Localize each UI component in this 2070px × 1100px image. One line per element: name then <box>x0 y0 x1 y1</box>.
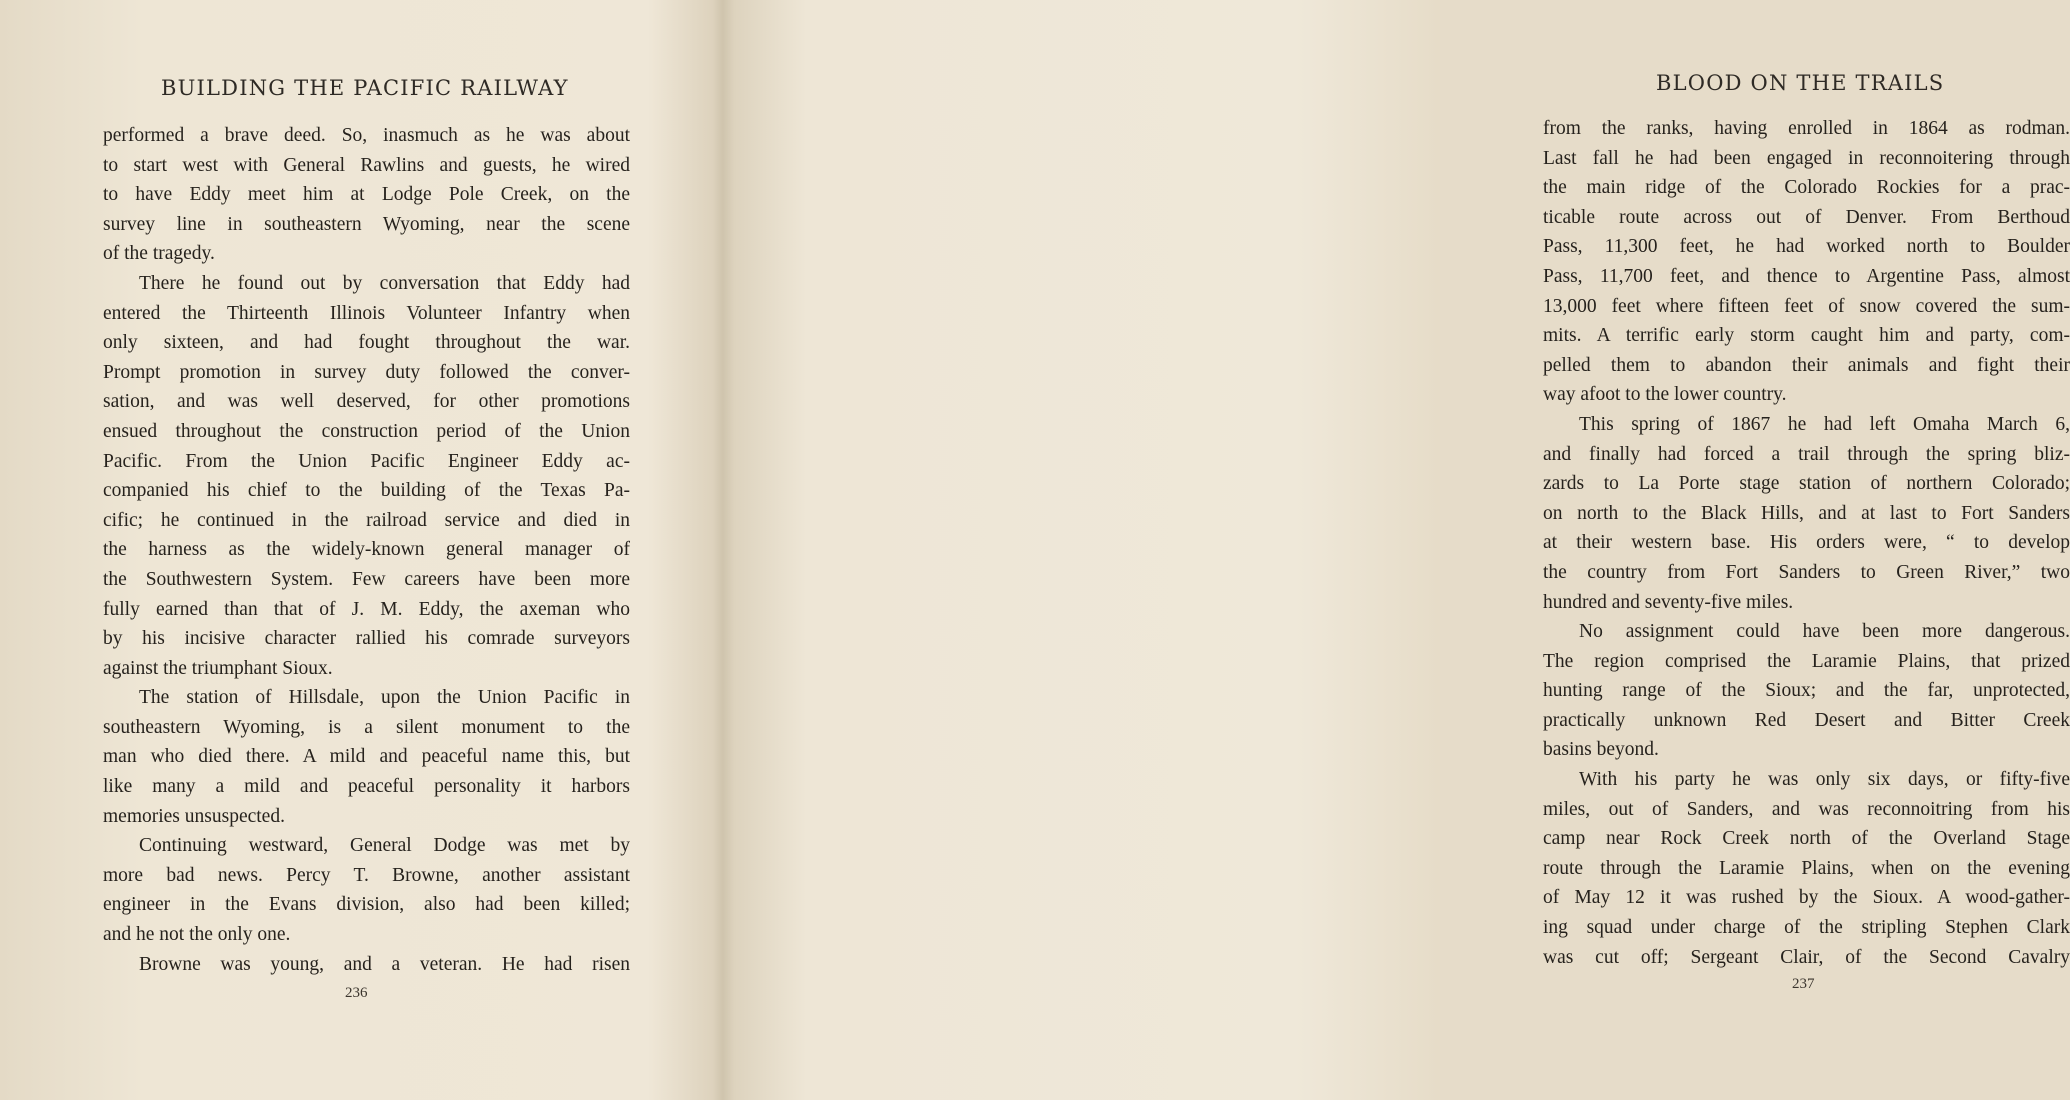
running-head-right: BLOOD ON THE TRAILS <box>1656 71 1945 95</box>
text-line: to start west with General Rawlins and guests, he wired <box>103 154 630 176</box>
text-line: ticable route across out of Denver. From Berthoud <box>1543 206 2070 228</box>
text-line: survey line in southeastern Wyoming, near the scene <box>103 213 630 235</box>
text-line: route through the Laramie Plains, when on the evening <box>1543 857 2070 879</box>
text-line: and finally had forced a trail through the spring bliz- <box>1543 443 2070 465</box>
right-page <box>722 0 2070 1100</box>
text-line: on north to the Black Hills, and at last to Fort Sanders <box>1543 502 2070 524</box>
body-text-left <box>103 121 630 979</box>
text-line: fully earned than that of J. M. Eddy, the axeman who <box>103 598 630 620</box>
text-line: 13,000 feet where fifteen feet of snow covered the sum- <box>1543 295 2070 317</box>
text-line: hundred and seventy-five miles. <box>1543 591 1794 613</box>
page-number-right: 237 <box>1792 976 1815 992</box>
text-line: of May 12 it was rushed by the Sioux. A wood-gather- <box>1543 887 2070 909</box>
text-line: ensued throughout the construction period of the Union <box>103 420 630 442</box>
text-line: entered the Thirteenth Illinois Volunteer Infantry when <box>103 302 630 324</box>
text-line: sation, and was well deserved, for other promotions <box>103 391 630 413</box>
text-line: memories unsuspected. <box>103 805 285 827</box>
text-line: mits. A terrific early storm caught him and party, com- <box>1543 325 2070 347</box>
text-line: Continuing westward, General Dodge was met by <box>139 835 630 857</box>
text-line: miles, out of Sanders, and was reconnoitring from his <box>1543 798 2070 820</box>
left-page <box>0 0 720 1100</box>
text-line: Pass, 11,300 feet, he had worked north to Boulder <box>1543 236 2070 258</box>
text-line: Browne was young, and a veteran. He had risen <box>139 953 630 975</box>
page-number-left: 236 <box>345 985 368 1001</box>
text-line: This spring of 1867 he had left Omaha March 6, <box>1579 413 2070 435</box>
text-line: at their western base. His orders were, “ to develop <box>1543 532 2070 554</box>
text-line: the main ridge of the Colorado Rockies for a prac- <box>1543 177 2070 199</box>
text-line: and he not the only one. <box>103 924 291 946</box>
text-line: was cut off; Sergeant Clair, of the Second Cavalry <box>1543 946 2070 968</box>
text-line: Pacific. From the Union Pacific Engineer Eddy ac- <box>103 450 630 472</box>
text-line: pelled them to abandon their animals and fight their <box>1543 354 2070 376</box>
text-line: Pass, 11,700 feet, and thence to Argentine Pass, almost <box>1543 265 2070 287</box>
text-line: like many a mild and peaceful personality it harbors <box>103 776 630 798</box>
text-line: more bad news. Percy T. Browne, another assistant <box>103 864 630 886</box>
running-head-left: BUILDING THE PACIFIC RAILWAY <box>161 76 569 100</box>
text-line: practically unknown Red Desert and Bitter Creek <box>1543 709 2070 731</box>
text-line: ing squad under charge of the stripling Stephen Clark <box>1543 917 2070 939</box>
text-line: basins beyond. <box>1543 739 1659 761</box>
text-line: performed a brave deed. So, inasmuch as he was about <box>103 125 630 146</box>
text-line: Last fall he had been engaged in reconnoitering through <box>1543 147 2070 169</box>
text-line: The station of Hillsdale, upon the Union Pacific in <box>139 687 630 709</box>
text-line: No assignment could have been more dangerous. <box>1579 621 2070 643</box>
text-line: With his party he was only six days, or fifty-five <box>1579 769 2070 791</box>
text-line: cific; he continued in the railroad service and died in <box>103 509 630 531</box>
text-line: the Southwestern System. Few careers have been more <box>103 568 630 590</box>
text-line: the country from Fort Sanders to Green River,” two <box>1543 561 2070 583</box>
text-line: only sixteen, and had fought throughout the war. <box>103 332 630 354</box>
text-line: of the tragedy. <box>103 243 215 265</box>
text-line: by his incisive character rallied his comrade surveyors <box>103 628 630 650</box>
text-line: to have Eddy meet him at Lodge Pole Creek, on the <box>103 184 630 206</box>
text-line: There he found out by conversation that Eddy had <box>139 272 630 294</box>
text-line: companied his chief to the building of the Texas Pa- <box>103 480 630 502</box>
body-text-right <box>1543 114 2070 972</box>
text-line: hunting range of the Sioux; and the far, unprotected, <box>1543 680 2070 702</box>
text-line: zards to La Porte stage station of northern Colorado; <box>1543 473 2070 495</box>
text-line: the harness as the widely-known general manager of <box>103 539 630 561</box>
text-line: Prompt promotion in survey duty followed the conver- <box>103 361 630 383</box>
text-line: against the triumphant Sioux. <box>103 657 333 679</box>
text-line: man who died there. A mild and peaceful name this, but <box>103 746 630 768</box>
text-line: The region comprised the Laramie Plains, that prized <box>1543 650 2070 672</box>
text-line: camp near Rock Creek north of the Overland Stage <box>1543 828 2070 850</box>
text-line: engineer in the Evans division, also had been killed; <box>103 894 630 916</box>
text-line: southeastern Wyoming, is a silent monument to the <box>103 716 630 738</box>
text-line: from the ranks, having enrolled in 1864 as rodman. <box>1543 118 2070 139</box>
text-line: way afoot to the lower country. <box>1543 384 1787 406</box>
